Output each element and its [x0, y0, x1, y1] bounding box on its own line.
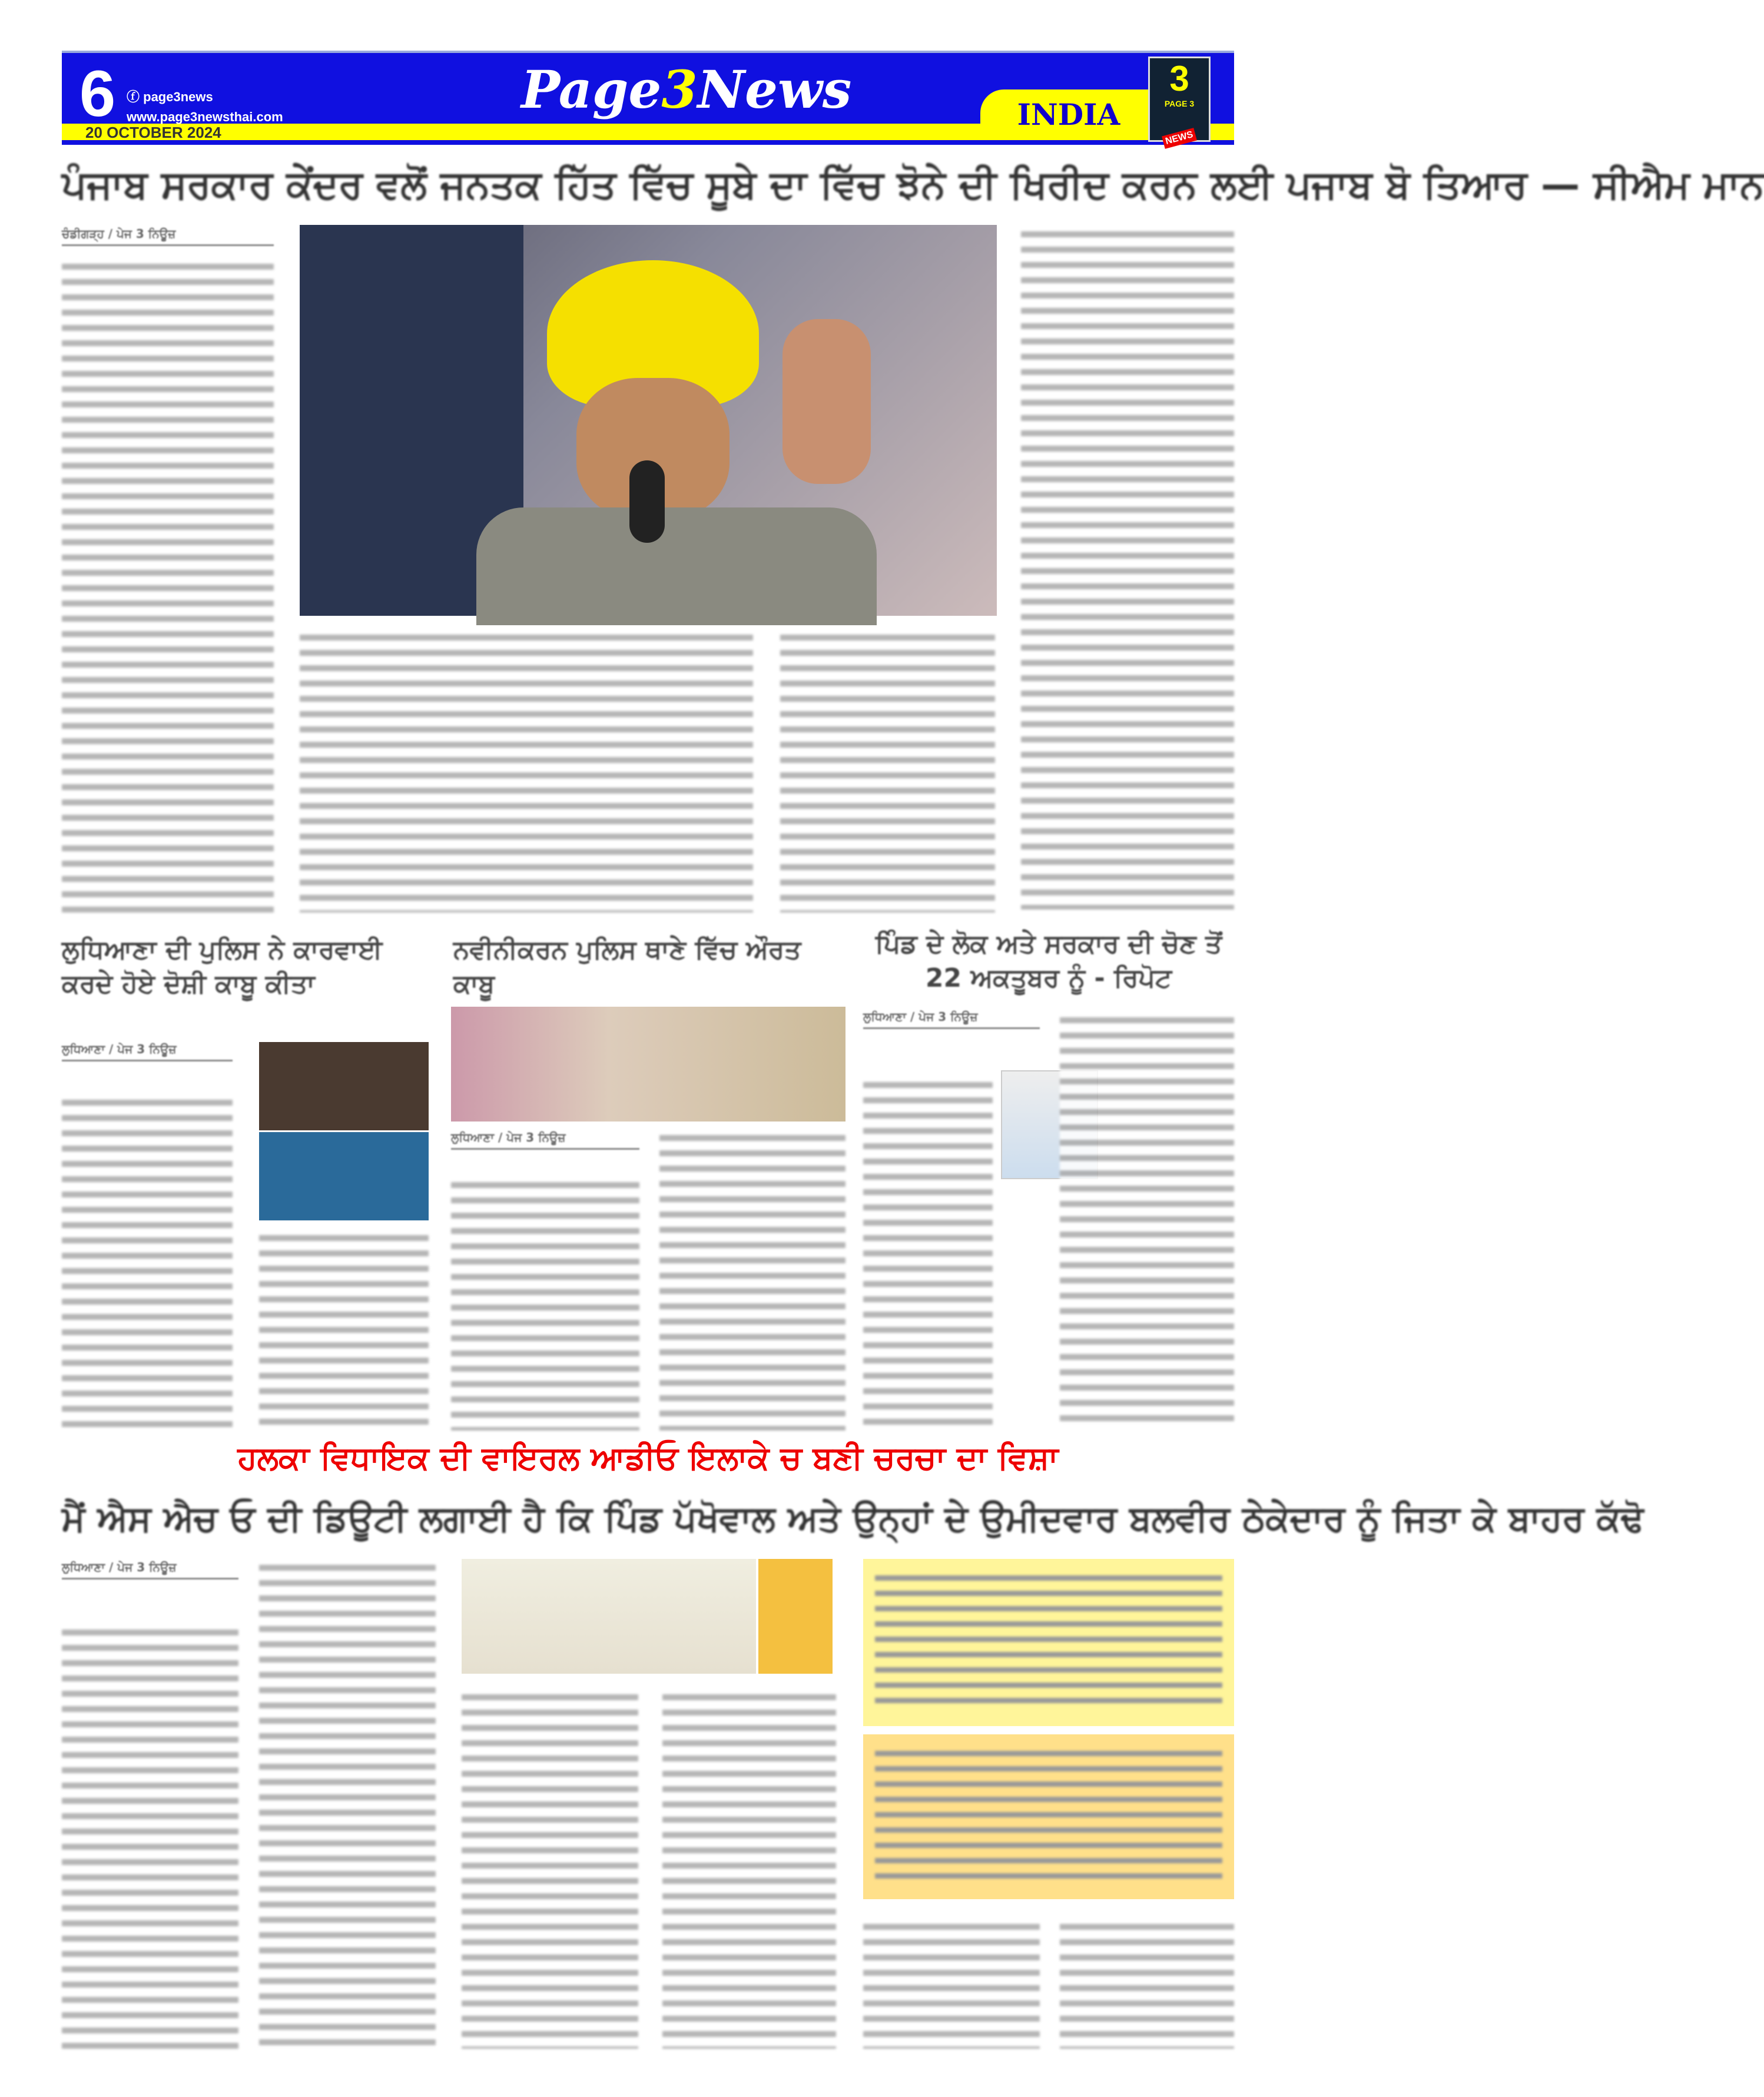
- story3-body: [863, 1077, 993, 1431]
- highlight-box-2: [863, 1734, 1234, 1899]
- edition-label: INDIA: [980, 89, 1157, 140]
- lead-headline: ਪੰਜਾਬ ਸਰਕਾਰ ਕੇਂਦਰ ਵਲੋਂ ਜਨਤਕ ਹਿੱਤ ਵਿੱਚ ਸੂਬੇ ਦਾ ਵਿੱਚ ਝੋਨੇ ਦੀ ਖਿਰੀਦ ਕਰਨ ਲਈ ਪਜਾਬ ਬੋ ਤਿਆਰ — ਸੀਐਮ ਮਾਨ: [62, 162, 1764, 207]
- facebook-handle[interactable]: page3news: [143, 89, 213, 104]
- story2-body-2: [659, 1130, 845, 1431]
- issue-date: 20 OCTOBER 2024: [85, 124, 221, 141]
- highlight-box-1-text: [875, 1571, 1222, 1712]
- story3-byline: ਲੁਧਿਆਣਾ / ਪੇਜ 3 ਨਿਊਜ਼: [863, 1010, 1040, 1029]
- story1-body: [62, 1095, 233, 1431]
- story1-headline: ਲੁਧਿਆਣਾ ਦੀ ਪੁਲਿਸ ਨੇ ਕਾਰਵਾਈ ਕਰਦੇ ਹੋਏ ਦੋਸ਼ੀ ਕਾਬੂ ਕੀਤਾ: [62, 935, 383, 999]
- lead-body-col2: [300, 630, 753, 913]
- feature-body-col6: [1060, 1919, 1234, 2049]
- feature-headline: ਮੈਂ ਐਸ ਐਚ ਓ ਦੀ ਡਿਊਟੀ ਲਗਾਈ ਹੈ ਕਿ ਪਿੰਡ ਪੱਖੋਵਾਲ ਅਤੇ ਉਨ੍ਹਾਂ ਦੇ ਉਮੀਦਵਾਰ ਬਲਵੀਰ ਠੇਕੇਦਾਰ ਨੂੰ ਜਿਤਾ ਕੇ ਬਾਹਰ ਕੱਢੋ: [62, 1498, 1644, 1539]
- masthead: [62, 51, 1234, 145]
- highlight-box-1: [863, 1559, 1234, 1726]
- newspaper-logo: Page3News: [521, 59, 852, 120]
- vest: [476, 507, 877, 625]
- microphone: [629, 460, 665, 543]
- lead-body-col4: [1021, 227, 1234, 910]
- story2-photo: [451, 1007, 845, 1122]
- story2-headline: ਨਵੀਨੀਕਰਨ ਪੁਲਿਸ ਥਾਣੇ ਵਿੱਚ ਔਰਤ ਕਾਬੂ: [453, 935, 801, 999]
- feature-body-col3: [462, 1690, 638, 2049]
- lead-body-col3: [780, 630, 995, 913]
- feature-body-col5: [863, 1919, 1040, 2049]
- story1-photo-1: [259, 1042, 429, 1130]
- lead-byline: ਚੰਡੀਗੜ੍ਹ / ਪੇਜ 3 ਨਿਊਜ਼: [62, 227, 274, 246]
- social-links: [127, 87, 283, 127]
- feature-body-col4: [662, 1690, 836, 2049]
- story2-body: [451, 1177, 639, 1431]
- lead-photo: [300, 225, 997, 616]
- page-number: 6: [79, 58, 116, 130]
- highlight-box-2-text: [875, 1746, 1222, 1887]
- story2-byline: ਲੁਧਿਆਣਾ / ਪੇਜ 3 ਨਿਊਜ਼: [451, 1130, 639, 1150]
- feature-photo-group: [462, 1559, 756, 1674]
- website-link[interactable]: www.page3newsthai.com: [127, 110, 283, 124]
- feature-photo-portrait: [758, 1559, 833, 1674]
- story1-byline: ਲੁਧਿਆਣਾ / ਪੇਜ 3 ਨਿਊਜ਼: [62, 1042, 233, 1061]
- raised-hand: [782, 319, 871, 484]
- facebook-icon: ⓕ: [127, 89, 144, 104]
- story3-body-2: [1060, 1013, 1234, 1425]
- feature-body-col1: [62, 1625, 238, 2049]
- story1-body-2: [259, 1230, 429, 1431]
- feature-byline: ਲੁਧਿਆਣਾ / ਪੇਜ 3 ਨਿਊਜ਼: [62, 1560, 238, 1580]
- story1-photo-2: [259, 1132, 429, 1220]
- story3-headline: ਪਿੰਡ ਦੇ ਲੋਕ ਅਤੇ ਸਰਕਾਰ ਦੀ ਚੋਣ ਤੋਂ 22 ਅਕਤੂਬਰ ਨੂੰ - ਰਿਪੋਟ: [875, 929, 1222, 993]
- feature-kicker: ਹਲਕਾ ਵਿਧਾਇਕ ਦੀ ਵਾਇਰਲ ਆਡੀਓ ਇਲਾਕੇ ਚ ਬਣੀ ਚਰਚਾ ਦਾ ਵਿਸ਼ਾ: [237, 1439, 1059, 1476]
- lead-body-col1: [62, 259, 274, 918]
- page3-badge-logo: 3 PAGE 3 NEWS: [1148, 57, 1211, 142]
- feature-body-col2: [259, 1560, 436, 2049]
